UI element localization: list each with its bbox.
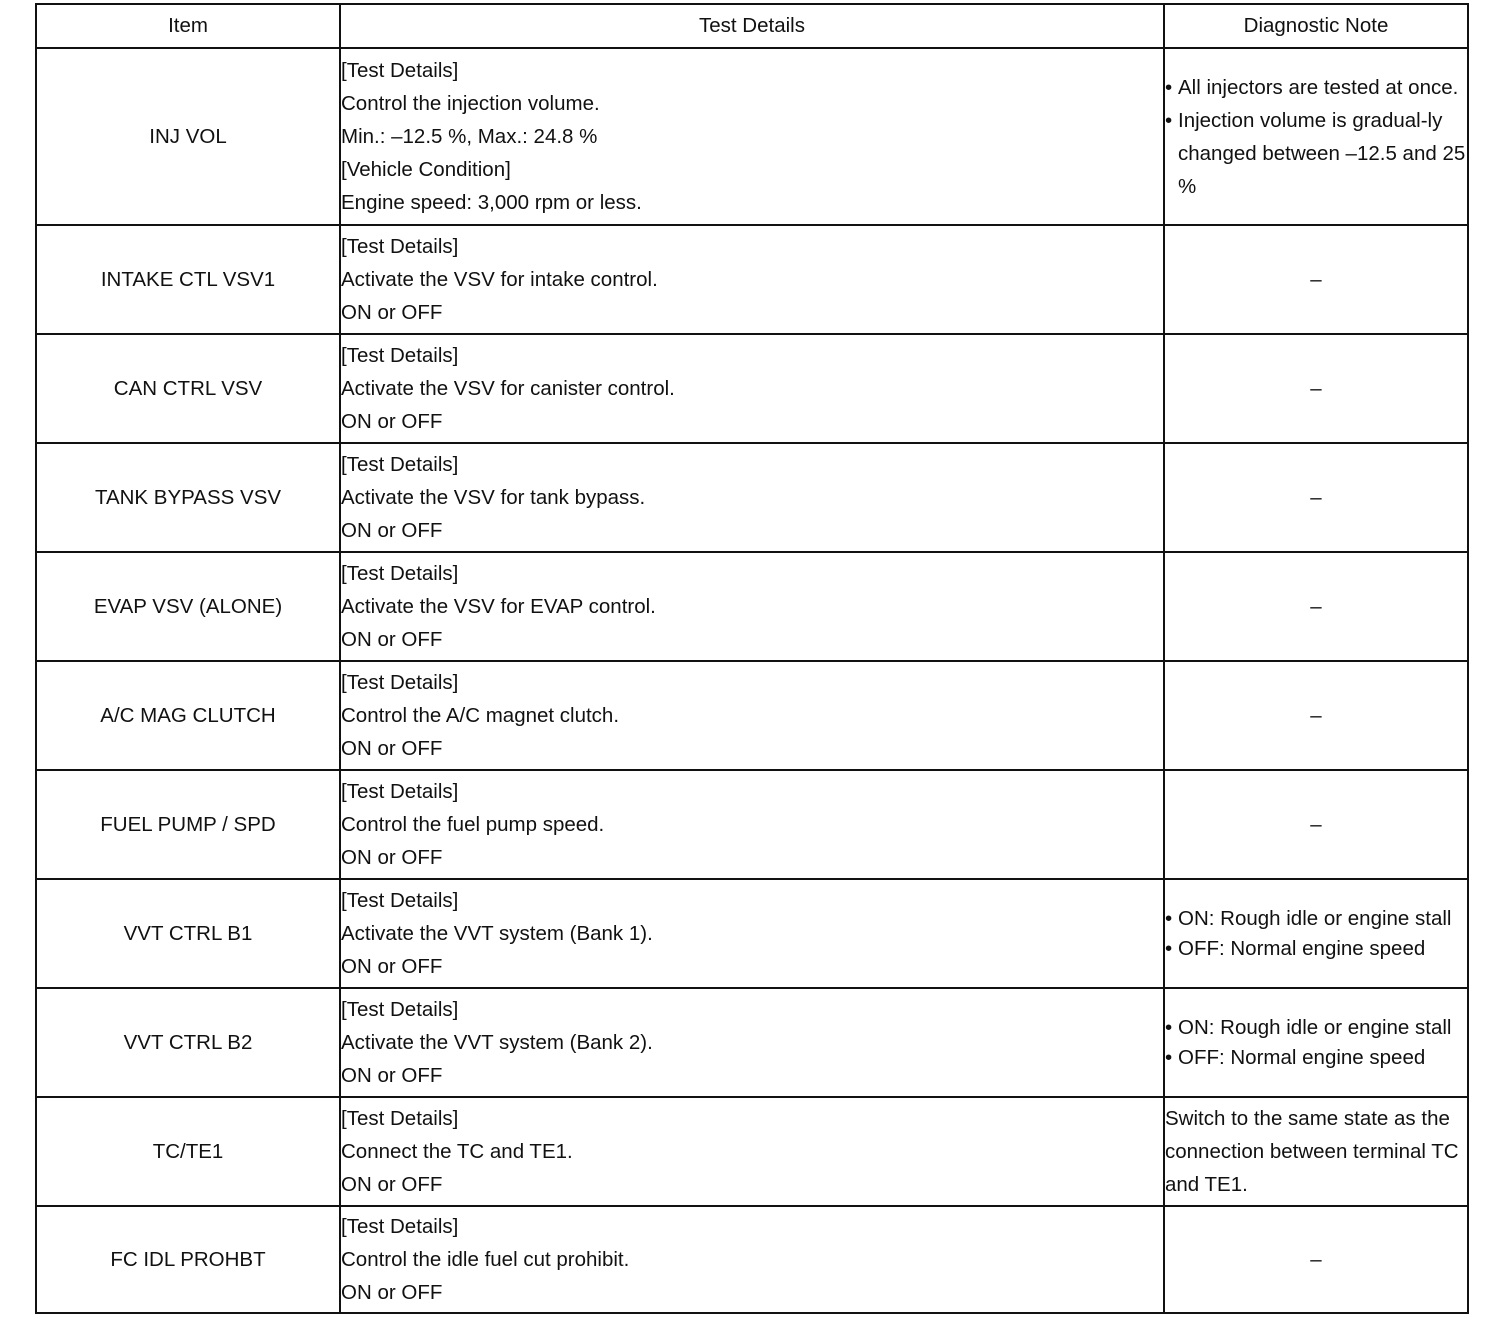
details-line: ON or OFF xyxy=(341,519,443,542)
item-cell: CAN CTRL VSV xyxy=(36,334,340,443)
details-line: [Test Details] xyxy=(341,1107,459,1130)
note-cell: – xyxy=(1164,661,1468,770)
details-line: Activate the VSV for tank bypass. xyxy=(341,486,646,509)
note-bullet-item: • All injectors are tested at once. xyxy=(1165,71,1467,104)
note-cell xyxy=(1164,48,1468,225)
details-cell xyxy=(340,1097,1164,1206)
table-row xyxy=(36,334,1468,443)
table-row xyxy=(36,879,1468,988)
table-row xyxy=(36,1097,1468,1206)
details-line: Control the injection volume. xyxy=(341,92,600,115)
details-line: ON or OFF xyxy=(341,410,443,433)
item-cell: VVT CTRL B1 xyxy=(36,879,340,988)
item-cell: VVT CTRL B2 xyxy=(36,988,340,1097)
details-line: [Test Details] xyxy=(341,1215,459,1238)
details-line: Connect the TC and TE1. xyxy=(341,1140,573,1163)
details-line: ON or OFF xyxy=(341,1173,443,1196)
details-line: [Vehicle Condition] xyxy=(341,158,511,181)
details-cell xyxy=(340,48,1164,225)
details-line: ON or OFF xyxy=(341,846,443,869)
bullet-icon: • xyxy=(1165,108,1173,132)
note-bullet-item: • OFF: Normal engine speed xyxy=(1165,934,1467,964)
item-cell: FC IDL PROHBT xyxy=(36,1206,340,1313)
details-cell xyxy=(340,334,1164,443)
note-cell xyxy=(1164,988,1468,1097)
details-line: [Test Details] xyxy=(341,453,459,476)
table-row xyxy=(36,770,1468,879)
details-cell xyxy=(340,443,1164,552)
details-line: Min.: –12.5 %, Max.: 24.8 % xyxy=(341,125,598,148)
details-line: [Test Details] xyxy=(341,998,459,1021)
active-test-table xyxy=(35,3,1469,1314)
details-cell xyxy=(340,552,1164,661)
details-line: Activate the VVT system (Bank 2). xyxy=(341,1031,653,1054)
details-line: ON or OFF xyxy=(341,1064,443,1087)
note-list xyxy=(1165,904,1467,964)
details-line: ON or OFF xyxy=(341,301,443,324)
details-line: [Test Details] xyxy=(341,671,459,694)
note-cell: – xyxy=(1164,334,1468,443)
item-cell: INJ VOL xyxy=(36,48,340,225)
note-cell: – xyxy=(1164,225,1468,334)
details-line: Control the A/C magnet clutch. xyxy=(341,704,620,727)
details-line: ON or OFF xyxy=(341,955,443,978)
header-test-details: Test Details xyxy=(340,4,1164,48)
item-cell: TC/TE1 xyxy=(36,1097,340,1206)
bullet-icon: • xyxy=(1165,75,1173,99)
note-cell: – xyxy=(1164,552,1468,661)
table-row xyxy=(36,988,1468,1097)
details-line: [Test Details] xyxy=(341,59,459,82)
note-text: Switch to the same state as the connection between terminal TC and TE1. xyxy=(1165,1107,1459,1196)
details-line: Engine speed: 3,000 rpm or less. xyxy=(341,191,642,214)
note-bullet-item: • ON: Rough idle or engine stall xyxy=(1165,904,1467,934)
table-row xyxy=(36,661,1468,770)
note-list xyxy=(1165,71,1467,203)
table-row xyxy=(36,225,1468,334)
item-cell: EVAP VSV (ALONE) xyxy=(36,552,340,661)
details-line: Activate the VSV for canister control. xyxy=(341,377,675,400)
details-cell xyxy=(340,225,1164,334)
details-line: Control the fuel pump speed. xyxy=(341,813,605,836)
note-bullet-item: • OFF: Normal engine speed xyxy=(1165,1043,1467,1073)
note-cell xyxy=(1164,1097,1468,1206)
header-item: Item xyxy=(36,4,340,48)
header-diagnostic-note: Diagnostic Note xyxy=(1164,4,1468,48)
bullet-icon: • xyxy=(1165,906,1173,930)
item-cell: INTAKE CTL VSV1 xyxy=(36,225,340,334)
note-bullet-item: • ON: Rough idle or engine stall xyxy=(1165,1013,1467,1043)
item-cell: A/C MAG CLUTCH xyxy=(36,661,340,770)
details-line: [Test Details] xyxy=(341,562,459,585)
details-line: [Test Details] xyxy=(341,235,459,258)
details-line: Control the idle fuel cut prohibit. xyxy=(341,1248,630,1271)
note-cell xyxy=(1164,879,1468,988)
details-cell xyxy=(340,988,1164,1097)
bullet-icon: • xyxy=(1165,1015,1173,1039)
details-line: Activate the VSV for intake control. xyxy=(341,268,658,291)
details-line: Activate the VVT system (Bank 1). xyxy=(341,922,653,945)
details-line: ON or OFF xyxy=(341,1281,443,1304)
table-row xyxy=(36,552,1468,661)
details-line: [Test Details] xyxy=(341,344,459,367)
details-cell xyxy=(340,770,1164,879)
bullet-icon: • xyxy=(1165,1045,1173,1069)
details-line: [Test Details] xyxy=(341,889,459,912)
header-row xyxy=(36,4,1468,48)
table-row xyxy=(36,1206,1468,1313)
details-line: ON or OFF xyxy=(341,737,443,760)
item-cell: FUEL PUMP / SPD xyxy=(36,770,340,879)
note-cell: – xyxy=(1164,770,1468,879)
details-line: Activate the VSV for EVAP control. xyxy=(341,595,656,618)
note-list xyxy=(1165,1013,1467,1073)
details-cell xyxy=(340,661,1164,770)
table-row xyxy=(36,48,1468,225)
note-bullet-item: • Injection volume is gradual-ly changed between –12.5 and 25 % xyxy=(1165,104,1467,203)
note-cell: – xyxy=(1164,443,1468,552)
item-cell: TANK BYPASS VSV xyxy=(36,443,340,552)
details-cell xyxy=(340,879,1164,988)
bullet-icon: • xyxy=(1165,936,1173,960)
note-cell: – xyxy=(1164,1206,1468,1313)
details-line: [Test Details] xyxy=(341,780,459,803)
table-row xyxy=(36,443,1468,552)
details-line: ON or OFF xyxy=(341,628,443,651)
details-cell xyxy=(340,1206,1164,1313)
